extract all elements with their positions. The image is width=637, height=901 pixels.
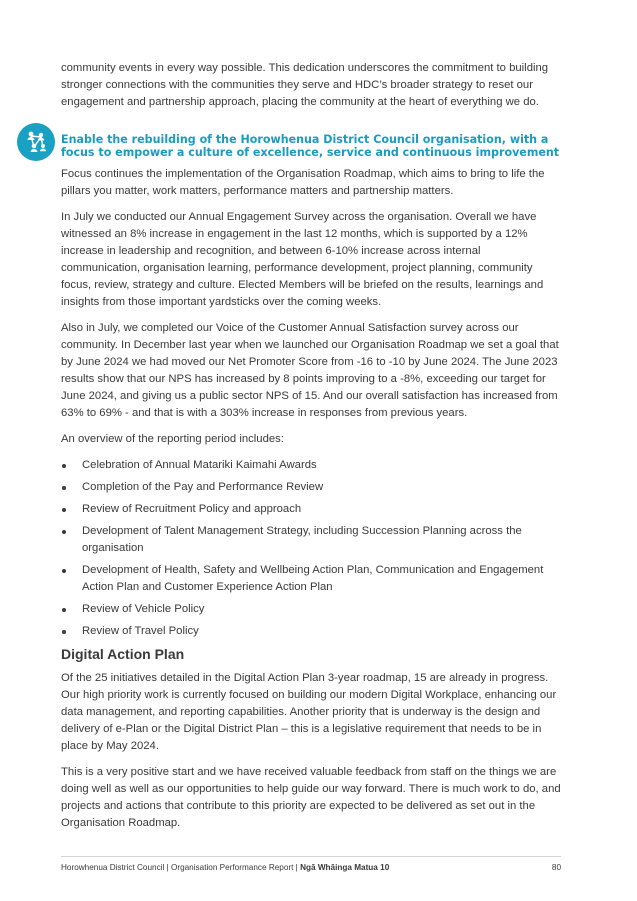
bullet-item <box>61 479 561 496</box>
footer-bold-text: Ngā Whāinga Matua 10 <box>300 863 390 872</box>
section-heading-line-2: focus to empower a culture of excellence, service and continuous improvement <box>61 146 560 159</box>
page-number: 80 <box>551 863 561 872</box>
bullet-item <box>61 601 561 618</box>
bullet-item <box>61 501 561 518</box>
bullet-text: Development of Talent Management Strategy, including Succession Planning across the organisation <box>82 525 522 554</box>
bullet-text: Review of Travel Policy <box>82 625 199 637</box>
people-network-icon <box>17 123 55 161</box>
footer-title <box>61 863 389 872</box>
bullet-dot <box>62 569 66 573</box>
intro-paragraph: community events in every way possible. This dedication underscores the commitment to building stronger connections with the communities they serve and HDC’s broader strategy to reset our engagement and partnership approach, placing the community at the heart of everything we do. <box>61 62 549 108</box>
paragraph: Focus continues the implementation of the Organisation Roadmap, which aims to bring to life the pillars you matter, work matters, performance matters and partnership matters. <box>61 168 545 197</box>
section-heading-line-1: Enable the rebuilding of the Horowhenua District Council organisation, with a <box>61 133 549 146</box>
bullet-text: Development of Health, Safety and Wellbeing Action Plan, Communication and Engagement Action Plan and Customer Experience Action Plan <box>82 564 544 593</box>
bullet-text: Review of Recruitment Policy and approach <box>82 503 302 515</box>
bullet-text: Celebration of Annual Matariki Kaimahi Awards <box>82 459 317 471</box>
bullet-dot <box>62 608 66 612</box>
bullet-item <box>61 562 561 596</box>
bullet-dot <box>62 508 66 512</box>
bullet-dot <box>62 486 66 490</box>
bullet-list <box>61 457 561 640</box>
paragraph: In July we conducted our Annual Engagement Survey across the organisation. Overall we have witnessed an 8% increase in engagement in the last 12 months, which is supported by a 12% increase in leadership and recognition, and between 6-10% increase across internal communication, organisation learning, performance development, project planning, community focus, review, strategy and culture. Elected Members will be briefed on the results, learnings and insights from those important yardsticks over the coming weeks. <box>61 211 544 308</box>
bullet-item <box>61 623 561 640</box>
bullet-item <box>61 523 561 557</box>
paragraph: Also in July, we completed our Voice of the Customer Annual Satisfaction survey across our community. In December last year when we launched our Organisation Roadmap we set a goal that by June 2024 we had moved our Net Promoter Score from -16 to -10 by June 2024. The June 2023 results show that our NPS has increased by 8 points improving to a -8%, exceeding our target for June 2024, and giving us a public sector NPS of 15. And our overall satisfaction has increased from 63% to 69% - and that is with a 303% increase in responses from previous years. <box>61 322 559 419</box>
paragraph: This is a very positive start and we have received valuable feedback from staff on the things we are doing well as well as our opportunities to help guide our way forward. There is much work to do, and projects and actions that contribute to this priority are expected to be delivered as set out in the Organisation Roadmap. <box>61 766 561 829</box>
bullet-dot <box>62 464 66 468</box>
bullet-dot <box>62 630 66 634</box>
footer-text: Horowhenua District Council | Organisation Performance Report | <box>61 863 301 872</box>
page-content <box>61 60 561 841</box>
bullet-text: Completion of the Pay and Performance Review <box>82 481 324 493</box>
page-footer <box>61 856 561 872</box>
bullet-dot <box>62 530 66 534</box>
section-heading-block <box>61 133 561 159</box>
bullet-text: Review of Vehicle Policy <box>82 603 205 615</box>
paragraph: An overview of the reporting period includes: <box>61 433 284 445</box>
paragraph: Of the 25 initiatives detailed in the Digital Action Plan 3-year roadmap, 15 are already in progress. Our high priority work is currently focused on building our modern Digital Workplace, enhancing our data management, and reporting capabilities. Another priority that is underway is the design and delivery of e-Plan or the Digital District Plan – this is a legislative requirement that needs to be in place by May 2024. <box>61 672 557 752</box>
bullet-item <box>61 457 561 474</box>
section-title-digital-action-plan: Digital Action Plan <box>61 646 185 662</box>
